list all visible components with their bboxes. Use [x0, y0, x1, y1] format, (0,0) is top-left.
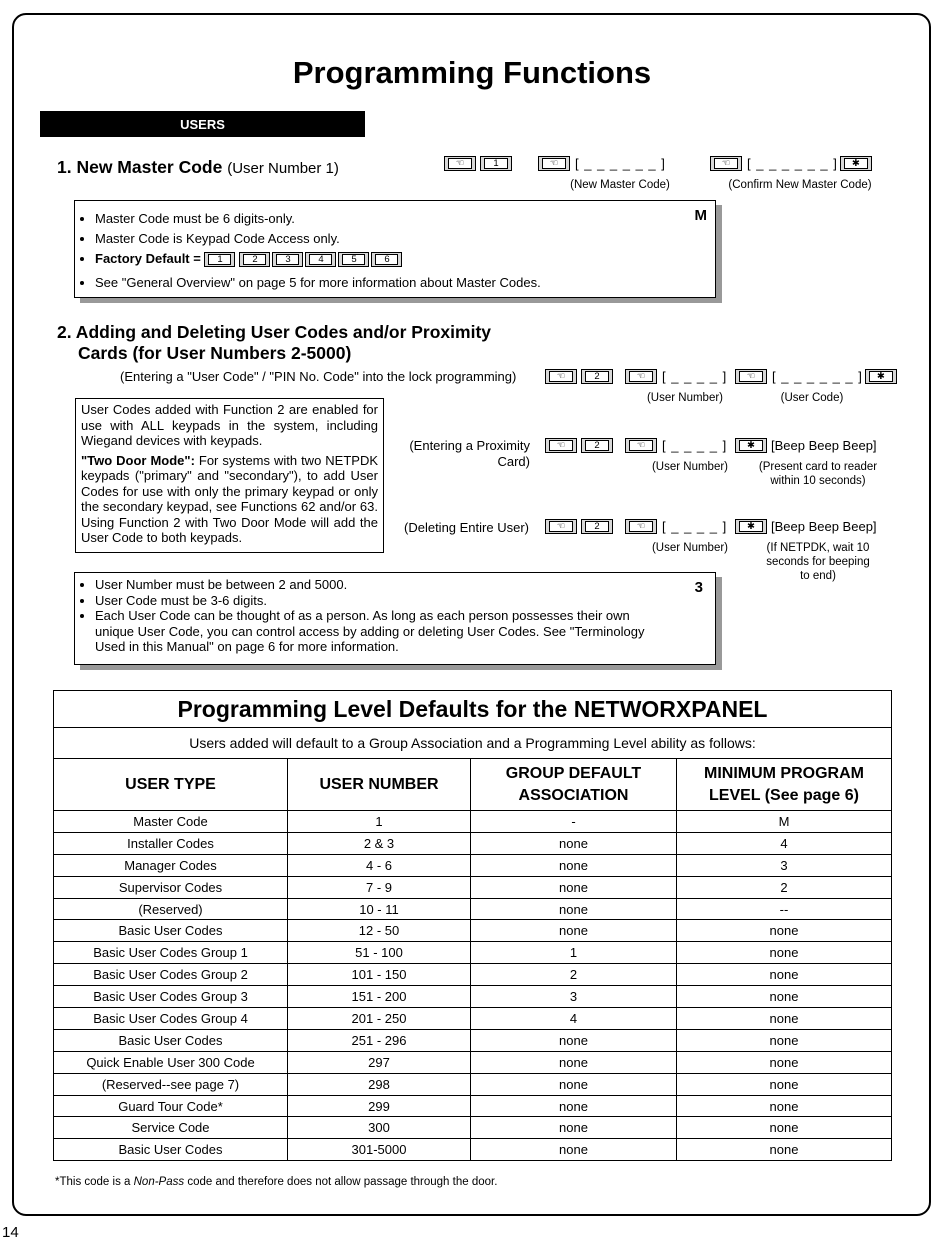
col-header-user-type: USER TYPE	[54, 759, 288, 811]
footnote-em: Non-Pass	[133, 1176, 185, 1188]
new-master-code-bracket: [ _ _ _ _ _ _ ]	[575, 156, 666, 171]
func2-heading-line1: 2. Adding and Deleting User Codes and/or Proximity	[57, 322, 492, 342]
table-cell: (Reserved--see page 7)	[54, 1073, 288, 1095]
list-item: • Each User Code can be thought of as a person. As long as each person possesses their own unique User Code, you can control access by adding or deleting User Codes. See "Terminology Used in this Manual" on page 6 for more information.	[95, 608, 670, 655]
entering-user-code-label: (Entering a "User Code" / "PIN No. Code" into the lock programming)	[120, 369, 517, 384]
table-cell: Basic User Codes Group 2	[54, 964, 288, 986]
table-cell: --	[677, 898, 892, 920]
program-key-icon: ☜	[710, 156, 742, 171]
func2-seq2-a	[545, 438, 617, 453]
table-cell: Manager Codes	[54, 854, 288, 876]
program-key-icon: ☜	[625, 519, 657, 534]
asterisk-key-icon: ✱	[735, 519, 767, 534]
deleting-user-label: (Deleting Entire User)	[404, 520, 529, 535]
info-paragraph-1: User Codes added with Function 2 are enabled for use with ALL keypads in the system, including Wiegand devices with keypads.	[81, 402, 378, 448]
entering-proximity-label	[400, 438, 530, 470]
user-code-bracket: [ _ _ _ _ _ _ ]	[772, 369, 863, 384]
table-cell: none	[677, 1139, 892, 1161]
table-cell: 1	[288, 811, 471, 833]
asterisk-key-icon: ✱	[735, 438, 767, 453]
list-item: • User Number must be between 2 and 5000.	[95, 577, 670, 593]
footnote	[55, 1176, 497, 1188]
caption-netpdk-wait	[757, 541, 879, 583]
caption-netpdk-line1: (If NETPDK, wait 10	[766, 542, 870, 554]
func2-seq3-a	[545, 519, 617, 534]
table-cell: none	[677, 942, 892, 964]
footnote-post: code and therefore does not allow passage through the door.	[184, 1176, 498, 1188]
col-header-min-level: MINIMUM PROGRAM LEVEL (See page 6)	[677, 759, 892, 811]
table-cell: Basic User Codes Group 4	[54, 1008, 288, 1030]
table-cell: 101 - 150	[288, 964, 471, 986]
user-number-bracket: [ _ _ _ _ ]	[662, 369, 728, 384]
caption-confirm-master-code: (Confirm New Master Code)	[728, 179, 872, 191]
table-row	[54, 854, 892, 876]
table-cell: none	[677, 986, 892, 1008]
table-cell: none	[471, 832, 677, 854]
table-row	[54, 1073, 892, 1095]
list-item: • Master Code is Keypad Code Access only.	[95, 229, 715, 249]
table-cell: none	[471, 898, 677, 920]
table-row	[54, 832, 892, 854]
digit-key-6: 6	[371, 252, 402, 267]
table-cell: Basic User Codes Group 3	[54, 986, 288, 1008]
list-item-factory-default	[95, 249, 715, 269]
table-row	[54, 920, 892, 942]
func2-note-box	[74, 572, 716, 665]
func2-seq1-c	[735, 369, 901, 384]
info-paragraph-2	[81, 453, 378, 546]
digit-key-2: 2	[239, 252, 270, 267]
digit-key-1: 1	[480, 156, 512, 171]
table-cell: 12 - 50	[288, 920, 471, 942]
func1-sequence	[444, 156, 516, 171]
table-cell: Service Code	[54, 1117, 288, 1139]
program-key-icon: ☜	[545, 369, 577, 384]
func2-seq1-b	[625, 369, 729, 384]
caption-user-number: (User Number)	[646, 392, 724, 404]
table-cell: none	[471, 1029, 677, 1051]
program-key-icon: ☜	[735, 369, 767, 384]
table-cell: Quick Enable User 300 Code	[54, 1051, 288, 1073]
caption-netpdk-line2: seconds for beeping	[766, 556, 870, 568]
table-row	[54, 1008, 892, 1030]
table-cell: Basic User Codes	[54, 920, 288, 942]
table-row	[54, 1139, 892, 1161]
table-cell: 299	[288, 1095, 471, 1117]
func2-heading-line2: Cards (for User Numbers 2-5000)	[78, 343, 352, 363]
func2-seq3-b	[625, 519, 729, 534]
table-header-row	[54, 759, 892, 811]
table-cell: 2	[471, 964, 677, 986]
digit-key-4: 4	[305, 252, 336, 267]
table-cell: none	[677, 1095, 892, 1117]
func2-seq2-c	[735, 438, 877, 453]
digit-key-3: 3	[272, 252, 303, 267]
two-door-mode-label: "Two Door Mode":	[81, 452, 195, 468]
table-cell: 251 - 296	[288, 1029, 471, 1051]
program-key-icon: ☜	[545, 519, 577, 534]
table-cell: none	[677, 920, 892, 942]
table-cell: Basic User Codes Group 1	[54, 942, 288, 964]
table-cell: none	[677, 1051, 892, 1073]
table-row	[54, 1051, 892, 1073]
table-cell: 297	[288, 1051, 471, 1073]
caption-present-card-line1: (Present card to reader	[758, 461, 878, 473]
section-bar-users: USERS	[40, 111, 365, 137]
table-cell: 1	[471, 942, 677, 964]
program-key-icon: ☜	[545, 438, 577, 453]
list-item: • User Code must be 3-6 digits.	[95, 593, 670, 609]
table-subtitle: Users added will default to a Group Association and a Programming Level ability as follows:	[54, 728, 892, 759]
table-row	[54, 1029, 892, 1051]
func1-sequence-b	[538, 156, 668, 171]
table-row	[54, 876, 892, 898]
table-cell: 4	[677, 832, 892, 854]
table-cell: M	[677, 811, 892, 833]
table-row	[54, 1095, 892, 1117]
table-title: Programming Level Defaults for the NETWORXPANEL	[54, 691, 892, 728]
table-cell: 4 - 6	[288, 854, 471, 876]
confirm-master-code-bracket: [ _ _ _ _ _ _ ]	[747, 156, 838, 171]
table-cell: 3	[677, 854, 892, 876]
table-row	[54, 1117, 892, 1139]
table-cell: 7 - 9	[288, 876, 471, 898]
list-item: • See "General Overview" on page 5 for more information about Master Codes.	[95, 273, 715, 293]
digit-key-2: 2	[581, 519, 613, 534]
table-cell: none	[677, 1073, 892, 1095]
caption-user-number: (User Number)	[651, 542, 729, 554]
digit-key-1: 1	[204, 252, 235, 267]
table-row	[54, 811, 892, 833]
table-body	[54, 811, 892, 1161]
func2-seq2-b	[625, 438, 729, 453]
table-cell: 51 - 100	[288, 942, 471, 964]
asterisk-key-icon: ✱	[865, 369, 897, 384]
level-mark-m: M	[694, 207, 707, 224]
func1-note-box	[74, 200, 716, 298]
entering-proximity-line2: Card)	[497, 454, 530, 469]
table-row	[54, 986, 892, 1008]
caption-present-card	[752, 460, 884, 488]
func1-sequence-c	[710, 156, 876, 171]
table-cell: none	[471, 854, 677, 876]
table-cell: none	[677, 964, 892, 986]
table-cell: Installer Codes	[54, 832, 288, 854]
program-key-icon: ☜	[625, 369, 657, 384]
table-cell: 201 - 250	[288, 1008, 471, 1030]
table-cell: none	[677, 1029, 892, 1051]
table-cell: none	[471, 920, 677, 942]
table-cell: none	[677, 1008, 892, 1030]
table-cell: Guard Tour Code*	[54, 1095, 288, 1117]
caption-user-number: (User Number)	[651, 461, 729, 473]
table-cell: 3	[471, 986, 677, 1008]
func2-heading	[57, 322, 491, 364]
table-cell: 301-5000	[288, 1139, 471, 1161]
func2-seq3-c	[735, 519, 877, 534]
func2-seq1-a	[545, 369, 617, 384]
table-cell: none	[471, 1095, 677, 1117]
table-cell: 300	[288, 1117, 471, 1139]
col-header-user-number: USER NUMBER	[288, 759, 471, 811]
beep-text: [Beep Beep Beep]	[771, 519, 877, 534]
table-cell: 2 & 3	[288, 832, 471, 854]
page-title: Programming Functions	[292, 55, 652, 90]
table-cell: none	[677, 1117, 892, 1139]
table-row	[54, 964, 892, 986]
user-number-bracket: [ _ _ _ _ ]	[662, 519, 728, 534]
beep-text: [Beep Beep Beep]	[771, 438, 877, 453]
programming-level-defaults-table	[53, 690, 892, 1161]
table-cell: 151 - 200	[288, 986, 471, 1008]
digit-key-2: 2	[581, 438, 613, 453]
page-number: 14	[2, 1224, 19, 1241]
func1-heading	[57, 157, 339, 178]
entering-proximity-line1: (Entering a Proximity	[409, 438, 530, 453]
table-cell: none	[471, 1051, 677, 1073]
table-cell: -	[471, 811, 677, 833]
col-header-group-default: GROUP DEFAULT ASSOCIATION	[471, 759, 677, 811]
table-cell: (Reserved)	[54, 898, 288, 920]
func1-heading-sub: (User Number 1)	[227, 160, 339, 177]
table-cell: none	[471, 876, 677, 898]
asterisk-key-icon: ✱	[840, 156, 872, 171]
list-item: • Master Code must be 6 digits-only.	[95, 209, 715, 229]
table-cell: Master Code	[54, 811, 288, 833]
level-mark-3: 3	[694, 579, 703, 596]
table-cell: Supervisor Codes	[54, 876, 288, 898]
table-row	[54, 898, 892, 920]
program-key-icon: ☜	[444, 156, 476, 171]
caption-present-card-line2: within 10 seconds)	[770, 475, 866, 487]
user-number-bracket: [ _ _ _ _ ]	[662, 438, 728, 453]
digit-key-2: 2	[581, 369, 613, 384]
two-door-mode-text: For systems with two NETPDK keypads ("primary" and "secondary"), to add User Codes for use with only the primary keypad or only the secondary keypad, see Functions 62 and/or 63. Using Function 2 with Two Door Mode will add the User Code to both keypads.	[81, 452, 379, 545]
table-row	[54, 942, 892, 964]
digit-key-5: 5	[338, 252, 369, 267]
table-cell: 2	[677, 876, 892, 898]
caption-netpdk-line3: to end)	[800, 570, 836, 582]
table-cell: Basic User Codes	[54, 1029, 288, 1051]
caption-new-master-code: (New Master Code)	[570, 179, 670, 191]
caption-user-code: (User Code)	[780, 392, 844, 404]
table-cell: 10 - 11	[288, 898, 471, 920]
factory-default-label: Factory Default =	[95, 251, 201, 266]
table-cell: 4	[471, 1008, 677, 1030]
func1-heading-text: 1. New Master Code	[57, 157, 223, 177]
program-key-icon: ☜	[625, 438, 657, 453]
table-cell: Basic User Codes	[54, 1139, 288, 1161]
program-key-icon: ☜	[538, 156, 570, 171]
function2-info-box	[75, 398, 384, 553]
table-cell: none	[471, 1073, 677, 1095]
table-cell: none	[471, 1117, 677, 1139]
table-cell: none	[471, 1139, 677, 1161]
footnote-pre: *This code is a	[55, 1176, 134, 1188]
table-cell: 298	[288, 1073, 471, 1095]
